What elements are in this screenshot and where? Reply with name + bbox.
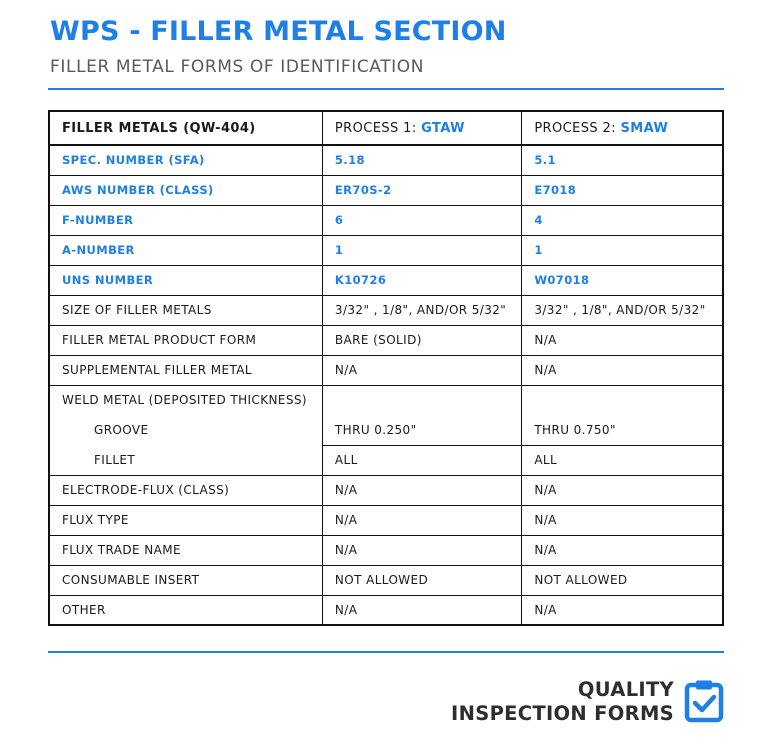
table-row: [49, 595, 723, 625]
filler-metal-table: [48, 110, 724, 626]
row-label: A-NUMBER: [49, 235, 322, 265]
row-value-process-1: K10726: [322, 265, 521, 295]
clipboard-check-icon: [684, 679, 724, 723]
table-row: [49, 535, 723, 565]
row-value-process-1: 6: [322, 205, 521, 235]
row-value-process-2: 1: [522, 235, 723, 265]
row-value-process-1: 3/32" , 1/8", AND/OR 5/32": [322, 295, 521, 325]
row-value-process-2: 5.1: [522, 145, 723, 175]
row-value-process-2: THRU 0.750": [534, 423, 616, 437]
row-label: SUPPLEMENTAL FILLER METAL: [49, 355, 322, 385]
table-row: [49, 385, 723, 415]
table-row: [49, 445, 723, 475]
row-value-process-1: 1: [322, 235, 521, 265]
table-row: [49, 235, 723, 265]
row-value-process-2: NOT ALLOWED: [522, 565, 723, 595]
row-value-process-2: N/A: [522, 325, 723, 355]
process-2-name: SMAW: [620, 120, 669, 136]
row-value-process-2: N/A: [522, 535, 723, 565]
table-row: [49, 175, 723, 205]
table-row: [49, 205, 723, 235]
row-label: ELECTRODE-FLUX (CLASS): [49, 475, 322, 505]
process-1-name: GTAW: [421, 120, 465, 136]
row-value-process-1: ALL: [322, 445, 521, 475]
col-header-process-2: PROCESS 2: SMAW: [522, 111, 723, 145]
row-label: SPEC. NUMBER (SFA): [49, 145, 322, 175]
bottom-divider: [48, 651, 724, 653]
brand-logo-text: [451, 678, 674, 726]
top-divider: [48, 88, 724, 90]
row-value-process-2: E7018: [522, 175, 723, 205]
brand-line-1: QUALITY: [577, 678, 674, 701]
row-value-process-2: 4: [522, 205, 723, 235]
table-header-row: [49, 111, 723, 145]
row-value-process-2: N/A: [522, 355, 723, 385]
page-subtitle: FILLER METAL FORMS OF IDENTIFICATION: [50, 57, 425, 77]
row-value-process-2-empty: [522, 385, 723, 445]
table-row: [49, 265, 723, 295]
row-label: F-NUMBER: [49, 205, 322, 235]
table-row: [49, 145, 723, 175]
row-label: FLUX TYPE: [49, 505, 322, 535]
row-value-process-1: THRU 0.250": [334, 423, 417, 437]
row-value-process-1: N/A: [322, 535, 521, 565]
row-value-process-1: NOT ALLOWED: [322, 565, 521, 595]
row-value-process-1: 5.18: [322, 145, 521, 175]
row-value-process-1: N/A: [322, 475, 521, 505]
row-value-process-1: BARE (SOLID): [322, 325, 521, 355]
row-label: AWS NUMBER (CLASS): [49, 175, 322, 205]
row-value-process-2: N/A: [522, 505, 723, 535]
row-value-process-2: W07018: [522, 265, 723, 295]
table-row: [49, 355, 723, 385]
table-row: [49, 505, 723, 535]
col-header-filler-metals: FILLER METALS (QW-404): [49, 111, 322, 145]
row-label: CONSUMABLE INSERT: [49, 565, 322, 595]
row-label: FILLER METAL PRODUCT FORM: [49, 325, 322, 355]
row-value-process-1: N/A: [322, 595, 521, 625]
page-title: WPS - FILLER METAL SECTION: [50, 16, 507, 47]
col-header-process-1: PROCESS 1: GTAW: [322, 111, 521, 145]
row-value-process-2: N/A: [522, 475, 723, 505]
row-value-process-2: 3/32" , 1/8", AND/OR 5/32": [522, 295, 723, 325]
row-label: WELD METAL (DEPOSITED THICKNESS): [49, 385, 322, 415]
row-label: FILLET: [49, 445, 322, 475]
row-value-process-1: N/A: [322, 355, 521, 385]
row-value-process-2: N/A: [522, 595, 723, 625]
row-label: GROOVE: [49, 415, 322, 445]
row-label: UNS NUMBER: [49, 265, 322, 295]
table-row: [49, 475, 723, 505]
table-row: [49, 565, 723, 595]
row-label: FLUX TRADE NAME: [49, 535, 322, 565]
row-label: OTHER: [49, 595, 322, 625]
brand-line-2: INSPECTION FORMS: [451, 702, 674, 725]
row-value-process-2: ALL: [522, 445, 723, 475]
row-value-process-1: ER70S-2: [322, 175, 521, 205]
row-value-process-1: N/A: [322, 505, 521, 535]
table-row: [49, 325, 723, 355]
row-value-process-1-empty: [322, 385, 521, 445]
table-row: [49, 295, 723, 325]
row-label: SIZE OF FILLER METALS: [49, 295, 322, 325]
